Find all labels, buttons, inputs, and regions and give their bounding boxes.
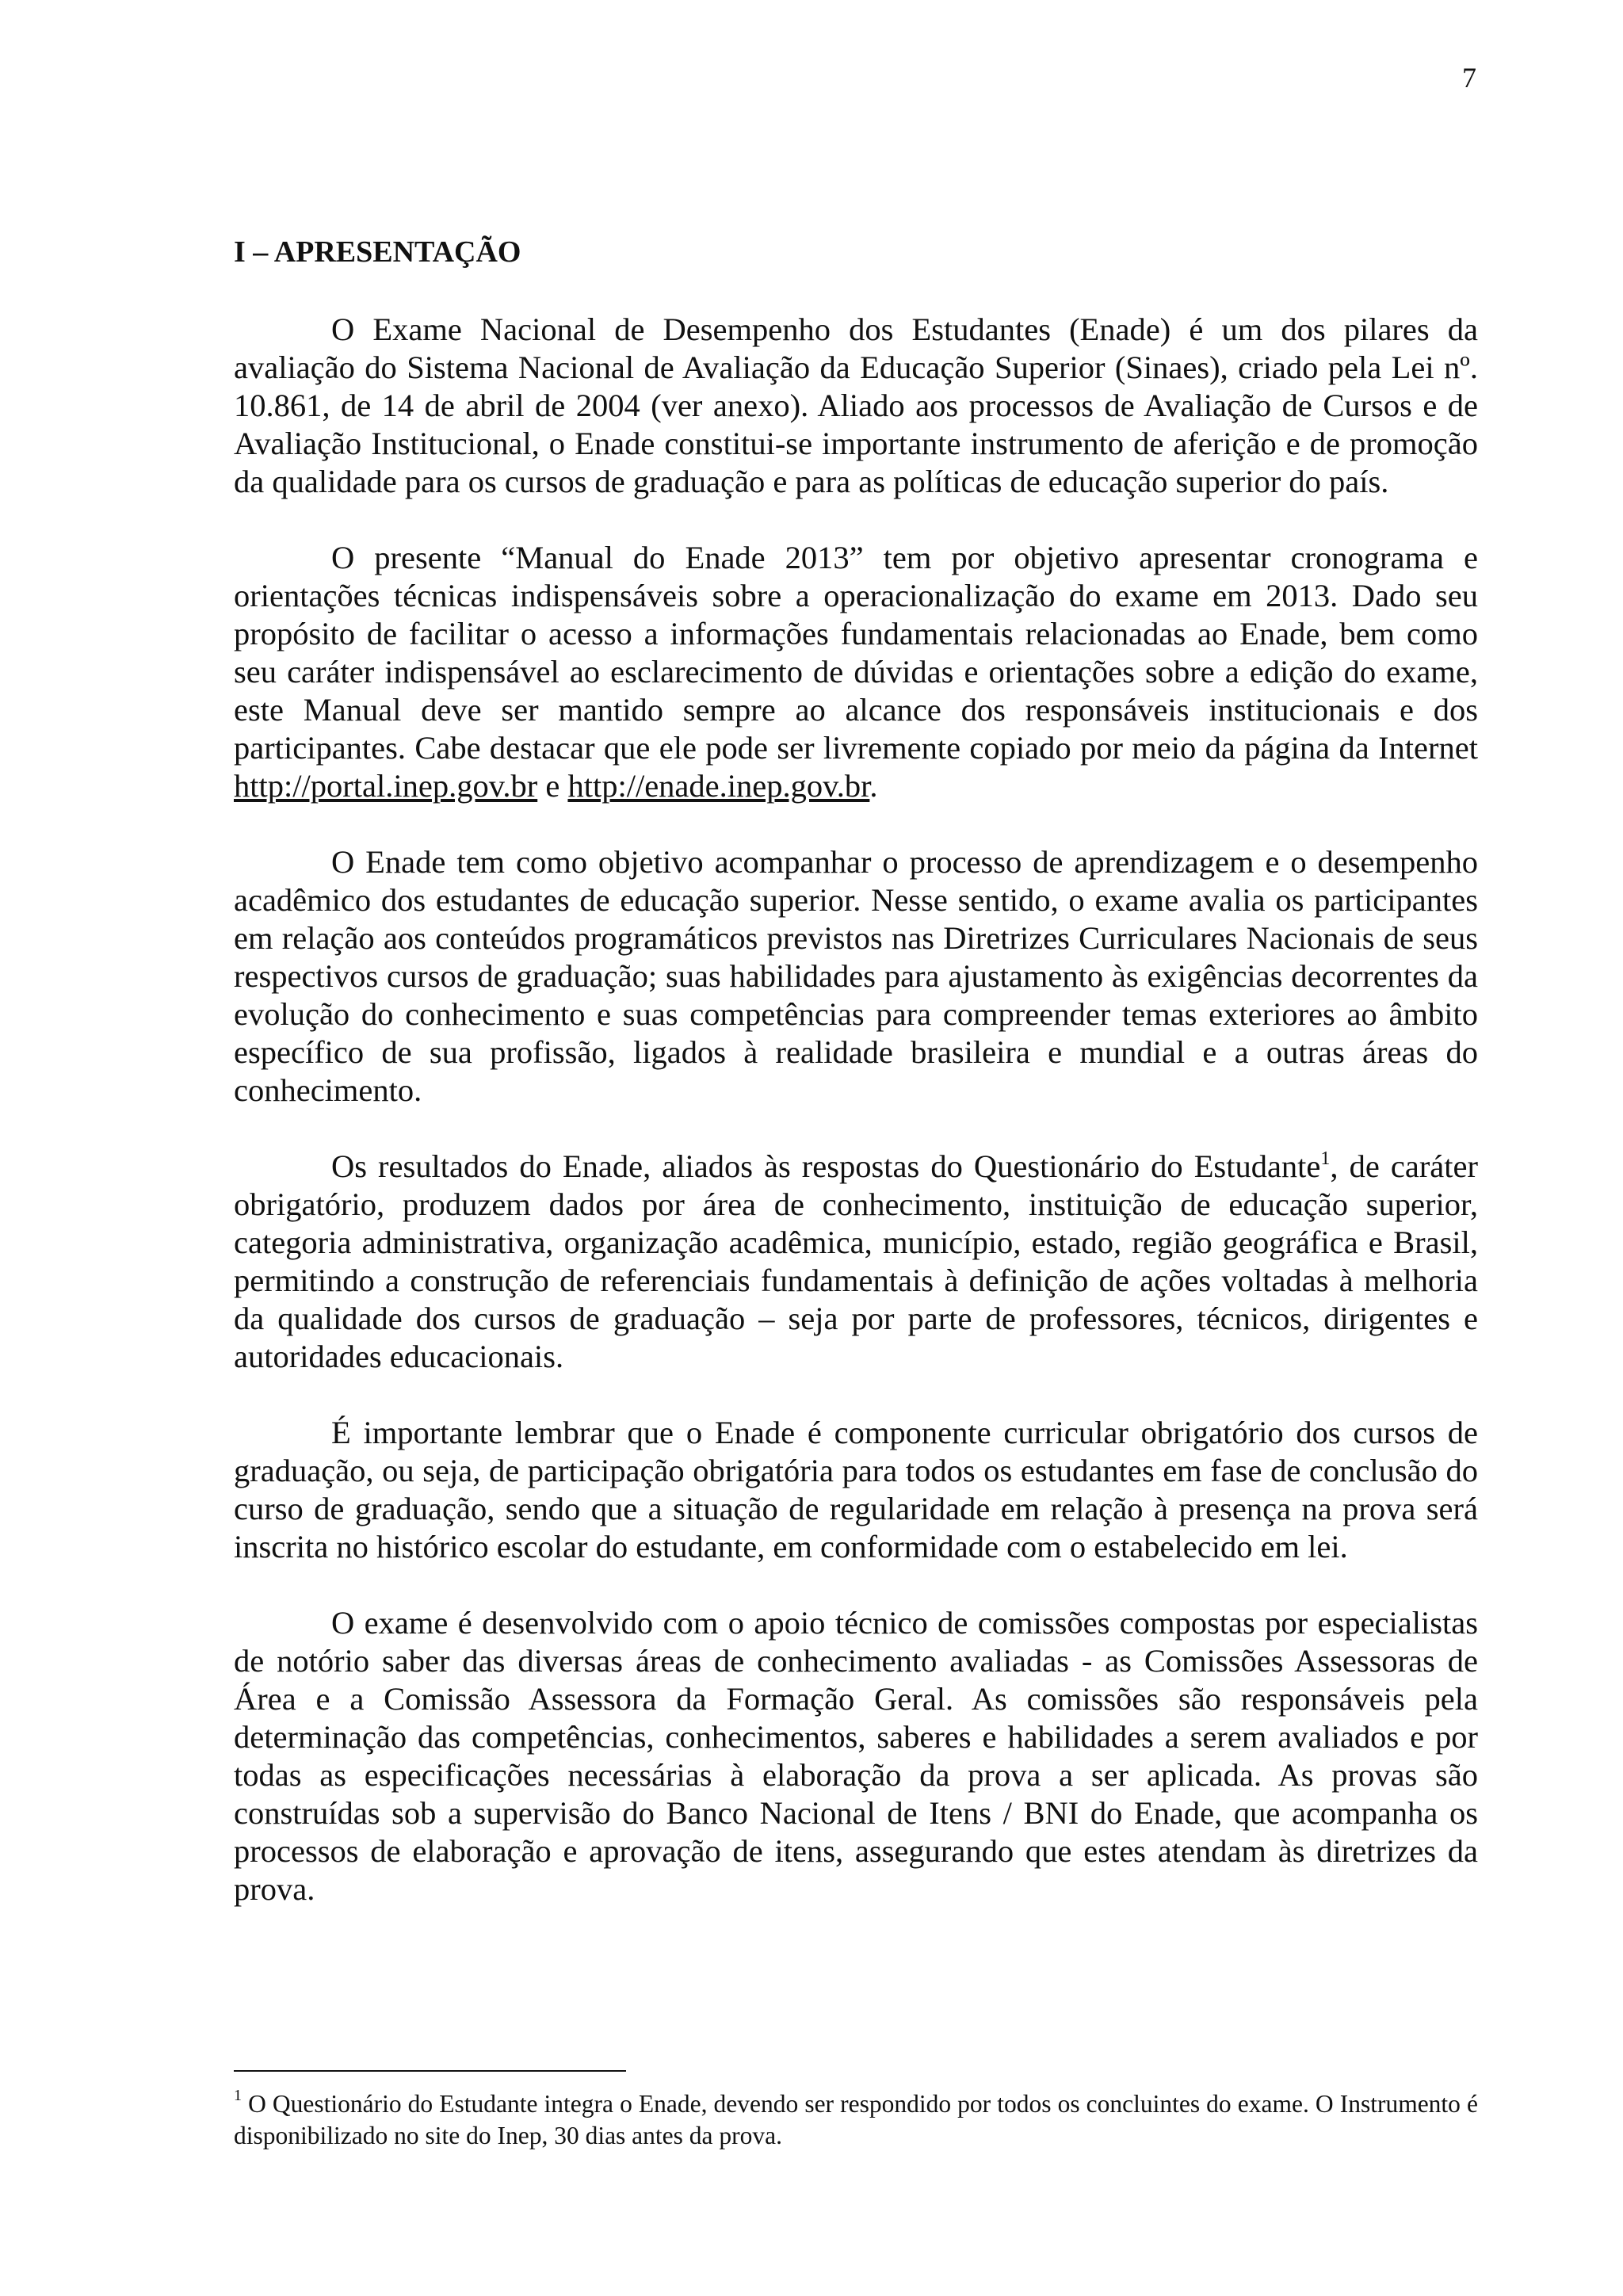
paragraph-4-start: Os resultados do Enade, aliados às respostas do Questionário do Estudante xyxy=(331,1148,1321,1184)
enade-inep-link[interactable]: http://enade.inep.gov.br xyxy=(567,768,870,804)
paragraph-2 xyxy=(234,539,1478,805)
paragraph-4-end: , de caráter obrigatório, produzem dados por área de conhecimento, instituição de educação superior, categoria administrativa, organização acadêmica, município, estado, região geográfica e Brasil, permitindo a construção de referenciais fundamentais à definição de ações voltadas à melhoria da qualidade dos cursos de graduação – seja por parte de professores, técnicos, dirigentes e autoridades educacionais. xyxy=(234,1148,1478,1374)
paragraph-2-end: . xyxy=(869,768,878,804)
portal-inep-link[interactable]: http://portal.inep.gov.br xyxy=(234,768,538,804)
footnote xyxy=(234,2088,1478,2152)
paragraph-4 xyxy=(234,1148,1478,1376)
page-number: 7 xyxy=(1462,62,1476,94)
main-content xyxy=(234,231,1478,1946)
footnote-marker: 1 xyxy=(234,2086,242,2104)
footnote-text: O Questionário do Estudante integra o Enade, devendo ser respondido por todos os concluintes do exame. O Instrumento é disponibilizado no site do Inep, 30 dias antes da prova. xyxy=(234,2090,1478,2149)
footnote-divider xyxy=(234,2070,626,2072)
paragraph-6: O exame é desenvolvido com o apoio técnico de comissões compostas por especialistas de notório saber das diversas áreas de conhecimento avaliadas - as Comissões Assessoras de Área e a Comissão Assessora da Formação Geral. As comissões são responsáveis pela determinação das competências, conhecimentos, saberes e habilidades a serem avaliados e por todas as especificações necessárias à elaboração da prova a ser aplicada. As provas são construídas sob a supervisão do Banco Nacional de Itens / BNI do Enade, que acompanha os processos de elaboração e aprovação de itens, assegurando que estes atendam às diretrizes da prova. xyxy=(234,1605,1478,1907)
paragraph-2-conjunction: e xyxy=(537,768,568,804)
footnote-reference: 1 xyxy=(1320,1148,1331,1169)
paragraph-1: O Exame Nacional de Desempenho dos Estudantes (Enade) é um dos pilares da avaliação do Sistema Nacional de Avaliação da Educação Superior (Sinaes), criado pela Lei nº. 10.861, de 14 de abril de 2004 (ver anexo). Aliado aos processos de Avaliação de Cursos e de Avaliação Institucional, o Enade constitui-se importante instrumento de aferição e de promoção da qualidade para os cursos de graduação e para as políticas de educação superior do país. xyxy=(234,311,1478,499)
paragraph-2-text: O presente “Manual do Enade 2013” tem por objetivo apresentar cronograma e orientações técnicas indispensáveis sobre a operacionalização do exame em 2013. Dado seu propósito de facilitar o acesso a informações fundamentais relacionadas ao Enade, bem como seu caráter indispensável ao esclarecimento de dúvidas e orientações sobre a edição do exame, este Manual deve ser mantido sempre ao alcance dos responsáveis institucionais e dos participantes. Cabe destacar que ele pode ser livremente copiado por meio da página da Internet xyxy=(234,540,1478,766)
section-title: I – APRESENTAÇÃO xyxy=(234,235,521,269)
paragraph-3: O Enade tem como objetivo acompanhar o processo de aprendizagem e o desempenho acadêmico dos estudantes de educação superior. Nesse sentido, o exame avalia os participantes em relação aos conteúdos programáticos previstos nas Diretrizes Curriculares Nacionais de seus respectivos cursos de graduação; suas habilidades para ajustamento às exigências decorrentes da evolução do conhecimento e suas competências para compreender temas exteriores ao âmbito específico de sua profissão, ligados à realidade brasileira e mundial e a outras áreas do conhecimento. xyxy=(234,844,1478,1108)
paragraph-5: É importante lembrar que o Enade é componente curricular obrigatório dos cursos de graduação, ou seja, de participação obrigatória para todos os estudantes em fase de conclusão do curso de graduação, sendo que a situação de regularidade em relação à presença na prova será inscrita no histórico escolar do estudante, em conformidade com o estabelecido em lei. xyxy=(234,1415,1478,1564)
